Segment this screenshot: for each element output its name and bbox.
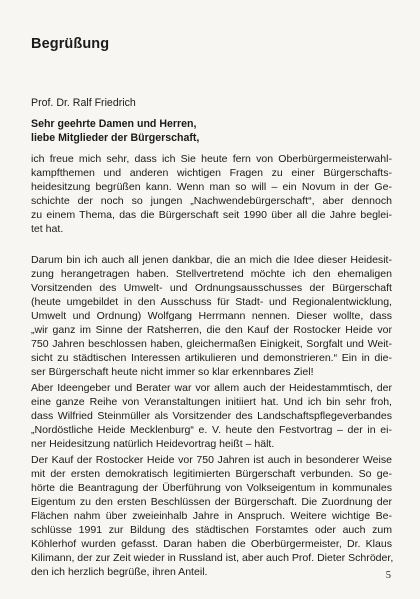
text-line: schichte der noch so jungen „Nachwendebürgerschaft“, aber dennoch	[31, 195, 392, 207]
text-line: sicht zu städtischen Interessen artikulieren und demonstrieren.“ Ein in die-	[31, 352, 392, 364]
text-line: Aber Ideengeber und Berater war vor allem auch der Heidestammtisch, der	[31, 382, 392, 394]
salutation	[31, 117, 199, 145]
text-line: (heute umgebildet in den Ausschuss für Stadt- und Regionalentwicklung,	[31, 296, 392, 308]
text-line: hörte die Beantragung der Überführung von Volkseigentum in kommunales	[31, 482, 392, 494]
paragraph-2	[31, 253, 392, 379]
text-line: tet hat.	[31, 223, 64, 235]
text-line: Der Kauf der Rostocker Heide vor 750 Jahren ist auch in besonderer Weise	[31, 454, 392, 466]
text-line: Köhlerhof wurden gefasst. Daran haben die Oberbürgermeister, Dr. Klaus	[31, 538, 392, 550]
text-line: Umwelt und Ordnung) Wolfgang Herrmann nennen. Dieser wollte, dass	[31, 310, 392, 322]
text-line: 750 Jahren beschlossen haben, gleichermaßen Einigkeit, Sorgfalt und Weit-	[31, 338, 392, 350]
paragraph-1	[31, 152, 392, 236]
text-line: Vorsitzenden des Umwelt- und Ordnungsausschusses der Bürgerschaft	[31, 282, 392, 294]
text-line: Kilimann, der zur Zeit wieder in Russland ist, aber auch Prof. Dieter Schröder,	[31, 552, 394, 564]
page-title: Begrüßung	[31, 36, 110, 52]
salutation-line: Sehr geehrte Damen und Herren,	[31, 118, 197, 130]
text-line: heidesitzung begrüßen kann. Wenn man so will – ein Novum in der Ge-	[31, 181, 392, 193]
paragraph-3	[31, 381, 392, 451]
text-line: „wir ganz im Sinne der Ratsherren, die den Kauf der Rostocker Heide vor	[31, 324, 392, 336]
text-line: zung herangetragen haben. Stellvertretend möchte ich den ehemaligen	[31, 268, 392, 280]
page-number: 5	[385, 570, 391, 581]
text-line: mit der ersten demokratisch legitimierten Bürgerschaft verbunden. So ge-	[31, 468, 392, 480]
author-line: Prof. Dr. Ralf Friedrich	[31, 97, 136, 109]
paragraph-4	[31, 453, 392, 579]
text-line: eine ganze Reihe von Veranstaltungen initiiert hat. Und ich bin sehr froh,	[31, 396, 392, 408]
salutation-line: liebe Mitglieder der Bürgerschaft,	[31, 132, 200, 144]
text-line: ich freue mich sehr, dass ich Sie heute fern von Oberbürgermeisterwahl-	[31, 153, 392, 165]
text-line: Eigentum zu den ersten Beschlüssen der Bürgerschaft. Die Zuordnung der	[31, 496, 392, 508]
text-line: zu einem Thema, das die Bürgerschaft seit 1990 über all die Jahre beglei-	[31, 209, 392, 221]
text-line: schlüsse 1991 zur Bildung des städtischen Forstamtes oder auch zum	[31, 524, 392, 536]
text-line: den ich herzlich begrüße, ihren Anteil.	[31, 566, 208, 578]
text-line: „Nordöstliche Heide Mecklenburg“ e. V. heute den Festvortrag – der in ei-	[31, 424, 392, 436]
text-line: dass Wilfried Steinmüller als Vorsitzender des Landschaftspflegeverbandes	[31, 410, 392, 422]
text-line: ner Heidesitzung natürlich Heidevortrag heißt – hält.	[31, 438, 275, 450]
text-line: Darum bin ich auch all jenen dankbar, die an mich die Idee dieser Heidesit-	[31, 254, 392, 266]
text-line: ser Bürgerschaft heute nicht immer so klar erkennbares Ziel!	[31, 366, 314, 378]
text-line: Flächen nahm über zweieinhalb Jahre in Anspruch. Weitere wichtige Be-	[31, 510, 392, 522]
text-line: kampfthemen und anderen wichtigen Fragen zu einer Bürgerschafts-	[31, 167, 392, 179]
